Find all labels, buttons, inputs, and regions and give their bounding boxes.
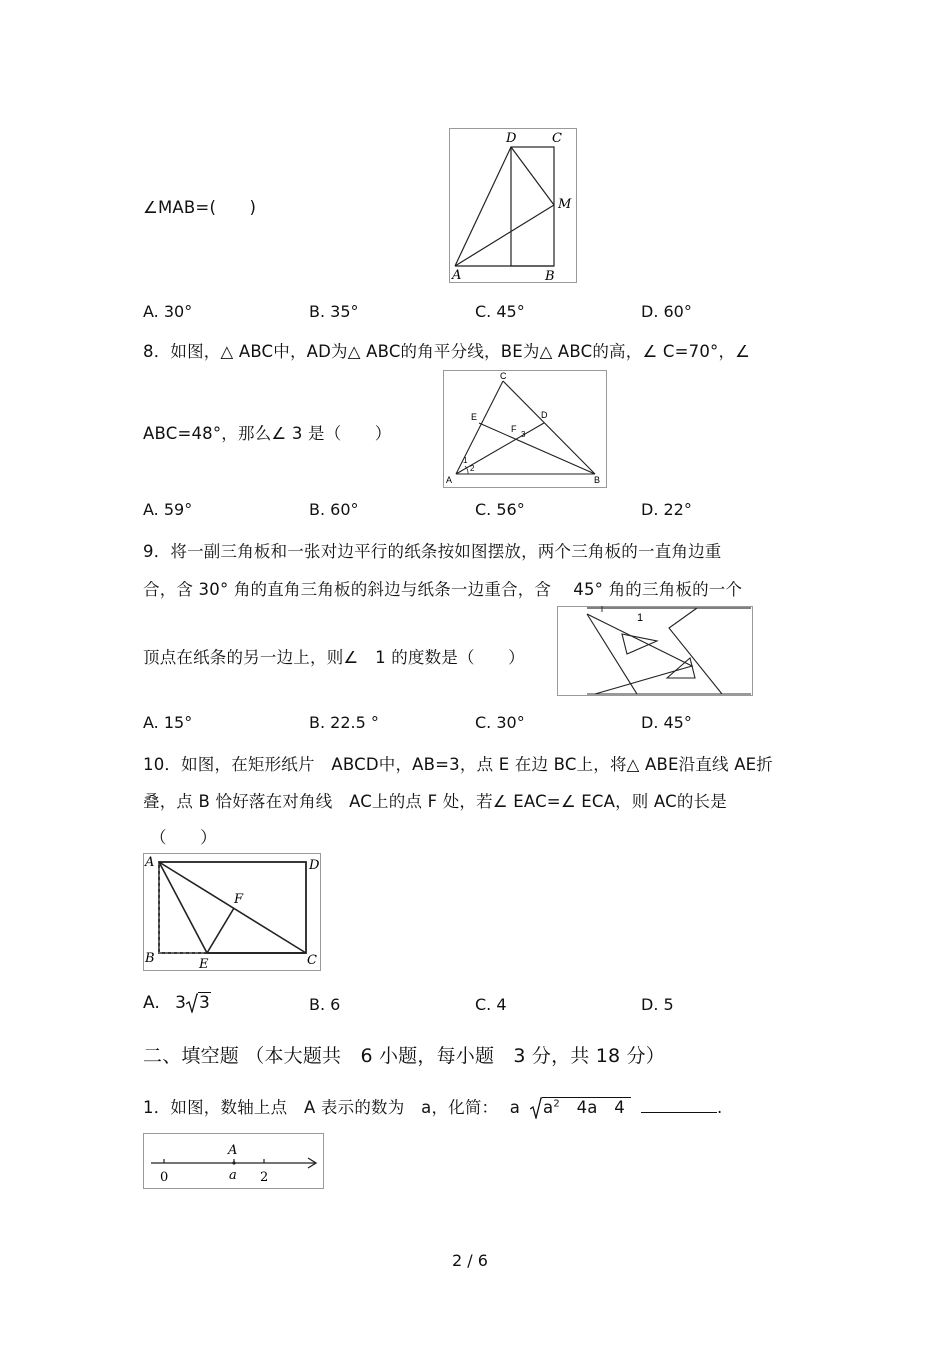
q8-label-F: F (511, 424, 517, 434)
fill1-prefix: 1．如图，数轴上点 A 表示的数为 a，化简： (143, 1098, 499, 1117)
fill1-radicand-rest: 4a 4 (559, 1098, 625, 1117)
q8-figure (443, 370, 607, 488)
fill1-line (143, 1094, 722, 1119)
q7-stem-tail: ∠MAB=( ) (143, 198, 257, 217)
q8-label-1: 1 (463, 456, 468, 465)
q10-label-A: A (145, 855, 155, 870)
q10-option-a (143, 993, 211, 1013)
q10-option-d: D. 5 (641, 995, 674, 1014)
q8-label-2: 2 (470, 464, 475, 473)
fill1-radicand (542, 1097, 631, 1117)
q7-label-A: A (452, 268, 462, 283)
q7-figure (449, 128, 577, 283)
q10-option-b: B. 6 (309, 995, 341, 1014)
q10-label-B: B (145, 951, 155, 966)
q8-option-d: D. 22° (641, 500, 692, 519)
q7-label-D: D (506, 131, 517, 146)
q7-option-b: B. 35° (309, 302, 359, 321)
q8-label-3: 3 (521, 430, 526, 439)
section-2-title: 二、填空题 （本大题共 6 小题，每小题 3 分，共 18 分） (143, 1045, 665, 1067)
q7-label-M: M (558, 197, 572, 212)
q8-option-b: B. 60° (309, 500, 359, 519)
page-number: 2 / 6 (452, 1251, 488, 1270)
q10-label-D: D (309, 858, 320, 873)
q8-label-E: E (471, 412, 478, 422)
q10-figure (143, 853, 321, 971)
fill1-radicand-a: a (543, 1098, 554, 1117)
sqrt-sign-icon (530, 1097, 542, 1119)
q9-option-a: A. 15° (143, 713, 193, 732)
q10-line-2: 叠，点 B 恰好落在对角线 AC上的点 F 处，若∠ EAC=∠ ECA，则 AC的长是 (143, 792, 727, 811)
q8-label-A: A (446, 475, 453, 485)
q10-option-c: C. 4 (475, 995, 507, 1014)
q10-line-3: （ ） (150, 828, 217, 847)
fill1-var-a: a (509, 1098, 521, 1117)
q10-label-E: E (199, 957, 209, 971)
q7-label-B: B (545, 269, 555, 283)
q9-label-1: 1 (637, 612, 644, 624)
q8-label-D: D (541, 410, 548, 420)
fill1-label-0: 0 (160, 1170, 169, 1185)
q9-option-d: D. 45° (641, 713, 692, 732)
q10-line-1: 10．如图，在矩形纸片 ABCD中，AB=3，点 E 在边 BC上，将△ ABE沿直线 AE折 (143, 755, 774, 774)
q8-label-C: C (500, 371, 507, 381)
q8-option-c: C. 56° (475, 500, 525, 519)
q7-option-d: D. 60° (641, 302, 692, 321)
q7-option-a: A. 30° (143, 302, 193, 321)
fill1-label-2: 2 (260, 1170, 269, 1185)
fill1-label-a: a (229, 1168, 237, 1183)
fill1-radicand-exp: 2 (553, 1098, 560, 1110)
fill1-end: . (717, 1098, 723, 1117)
fill1-label-A: A (228, 1143, 238, 1158)
q8-line-1: 8．如图，△ ABC中，AD为△ ABC的角平分线，BE为△ ABC的高，∠ C=70°，∠ (143, 342, 751, 361)
q8-line-2: ABC=48°，那么∠ 3 是（ ） (143, 424, 392, 443)
sqrt-sign-icon (186, 993, 198, 1013)
fill1-figure (143, 1133, 324, 1189)
q8-label-B: B (594, 475, 601, 485)
q10-option-a-radicand: 3 (198, 993, 210, 1013)
q7-option-c: C. 45° (475, 302, 525, 321)
fill1-answer-blank[interactable] (641, 1098, 717, 1113)
q10-label-C: C (307, 953, 317, 968)
q9-option-c: C. 30° (475, 713, 525, 732)
q7-label-C: C (552, 131, 562, 146)
q9-option-b: B. 22.5 ° (309, 713, 379, 732)
q9-line-1: 9．将一副三角板和一张对边平行的纸条按如图摆放，两个三角板的一直角边重 (143, 542, 722, 561)
q10-option-a-coef: 3 (175, 993, 186, 1013)
q8-option-a: A. 59° (143, 500, 193, 519)
q9-line-2: 合，含 30° 角的直角三角板的斜边与纸条一边重合，含 45° 角的三角板的一个 (143, 580, 743, 599)
q9-line-3: 顶点在纸条的另一边上，则∠ 1 的度数是（ ） (143, 648, 525, 667)
q10-label-F: F (234, 892, 244, 907)
q9-figure (557, 606, 753, 696)
q10-option-a-prefix: A. (143, 993, 160, 1013)
